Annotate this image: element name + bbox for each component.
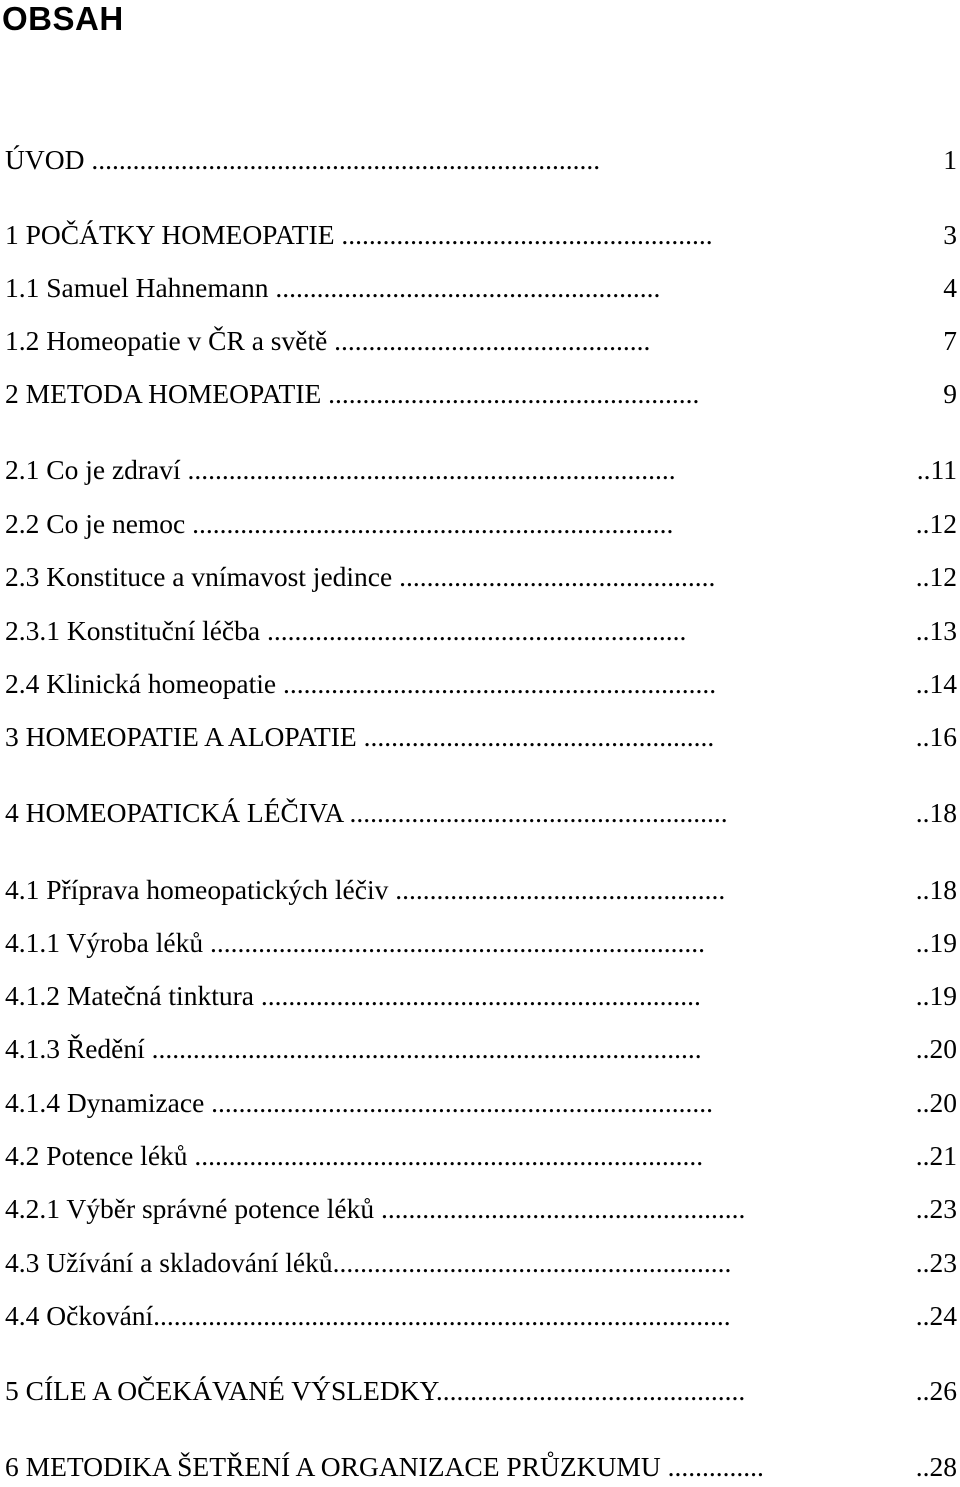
toc-entry-label: 4.1 Příprava homeopatických léčiv ................................................ (5, 874, 726, 905)
toc-entry[interactable] (5, 1189, 957, 1229)
toc-entry-page: ..14 (915, 668, 957, 699)
toc-entry-label: 2.3 Konstituce a vnímavost jedince .............................................. (5, 561, 716, 592)
toc-entry-label: 4.1.2 Matečná tinktura ................................................................ (5, 980, 701, 1011)
toc-entry-page: ..12 (915, 508, 957, 539)
toc-entry-page: ..21 (915, 1140, 957, 1171)
toc-entry-page: 4 (943, 272, 957, 303)
toc-entry-page: 1 (943, 144, 957, 175)
toc-entry-page: 9 (943, 378, 957, 409)
toc-entry-label: 4.2.1 Výběr správné potence léků ..................................................... (5, 1193, 746, 1224)
toc-entry-label: 4.2 Potence léků .......................................................................... (5, 1140, 704, 1171)
toc-entry-label: 4.1.1 Výroba léků ........................................................................ (5, 927, 705, 958)
page-title: OBSAH (2, 0, 124, 37)
toc-entry-page: ..13 (915, 615, 957, 646)
toc-entry[interactable] (5, 1029, 957, 1069)
toc-entry-label: 3 HOMEOPATIE A ALOPATIE ................................................... (5, 721, 715, 752)
toc-entry[interactable] (5, 611, 957, 651)
toc-entry[interactable] (5, 1136, 957, 1176)
toc-entry-label: 4.1.3 Ředění ................................................................................ (5, 1033, 702, 1064)
toc-entry[interactable] (5, 1447, 957, 1487)
toc-entry[interactable] (5, 140, 957, 180)
toc-entry[interactable] (5, 1371, 957, 1411)
toc-entry-page: ..26 (915, 1375, 957, 1406)
toc-entry[interactable] (5, 450, 957, 490)
toc-entry[interactable] (5, 1083, 957, 1123)
toc-entry[interactable] (5, 923, 957, 963)
toc-entry-page: ..23 (915, 1247, 957, 1278)
toc-entry[interactable] (5, 870, 957, 910)
toc-entry-label: 1.1 Samuel Hahnemann ........................................................ (5, 272, 661, 303)
toc-entry-page: ..20 (915, 1087, 957, 1118)
toc-entry[interactable] (5, 717, 957, 757)
toc-entry-label: 1 POČÁTKY HOMEOPATIE ...................................................... (5, 219, 713, 250)
toc-entry-label: 5 CÍLE A OČEKÁVANÉ VÝSLEDKY............................................. (5, 1375, 746, 1406)
toc-entry-label: 2.1 Co je zdraví ....................................................................... (5, 454, 676, 485)
toc-entry-page: ..19 (915, 927, 957, 958)
toc-entry-label: 4.1.4 Dynamizace ......................................................................... (5, 1087, 714, 1118)
toc-entry-page: ..23 (915, 1193, 957, 1224)
toc-entry-page: ..18 (915, 797, 957, 828)
toc-entry[interactable] (5, 1243, 957, 1283)
toc-entry-label: 4 HOMEOPATICKÁ LÉČIVA ....................................................... (5, 797, 728, 828)
toc-entry[interactable] (5, 321, 957, 361)
toc-entry-label: 4.3 Užívání a skladování léků.......................................................... (5, 1247, 732, 1278)
toc-entry-label: 2.2 Co je nemoc ...................................................................... (5, 508, 674, 539)
toc-entry-label: 4.4 Očkování.................................................................................... (5, 1300, 731, 1331)
toc-entry-page: ..12 (915, 561, 957, 592)
toc-entry[interactable] (5, 664, 957, 704)
toc-entry-label: 2 METODA HOMEOPATIE ...................................................... (5, 378, 700, 409)
toc-entry[interactable] (5, 1296, 957, 1336)
toc-entry[interactable] (5, 268, 957, 308)
toc-entry-label: 2.4 Klinická homeopatie ............................................................... (5, 668, 717, 699)
toc-entry-page: ..11 (916, 454, 957, 485)
toc-entry-page: ..24 (915, 1300, 957, 1331)
toc-entry-label: 6 METODIKA ŠETŘENÍ A ORGANIZACE PRŮZKUMU .............. (5, 1451, 764, 1482)
toc-entry-page: ..19 (915, 980, 957, 1011)
toc-entry[interactable] (5, 557, 957, 597)
toc-entry-label: ÚVOD .......................................................................... (5, 144, 601, 175)
toc-entry[interactable] (5, 215, 957, 255)
toc-entry-page: ..20 (915, 1033, 957, 1064)
toc-entry[interactable] (5, 976, 957, 1016)
toc-entry-page: 7 (943, 325, 957, 356)
toc-entry-page: ..18 (915, 874, 957, 905)
toc-entry[interactable] (5, 374, 957, 414)
toc-entry[interactable] (5, 793, 957, 833)
toc-entry-page: 3 (943, 219, 957, 250)
toc-entry-page: ..16 (915, 721, 957, 752)
toc-entry-label: 2.3.1 Konstituční léčba ............................................................. (5, 615, 687, 646)
toc-entry[interactable] (5, 504, 957, 544)
toc-entry-page: ..28 (915, 1451, 957, 1482)
toc-entry-label: 1.2 Homeopatie v ČR a světě .............................................. (5, 325, 651, 356)
